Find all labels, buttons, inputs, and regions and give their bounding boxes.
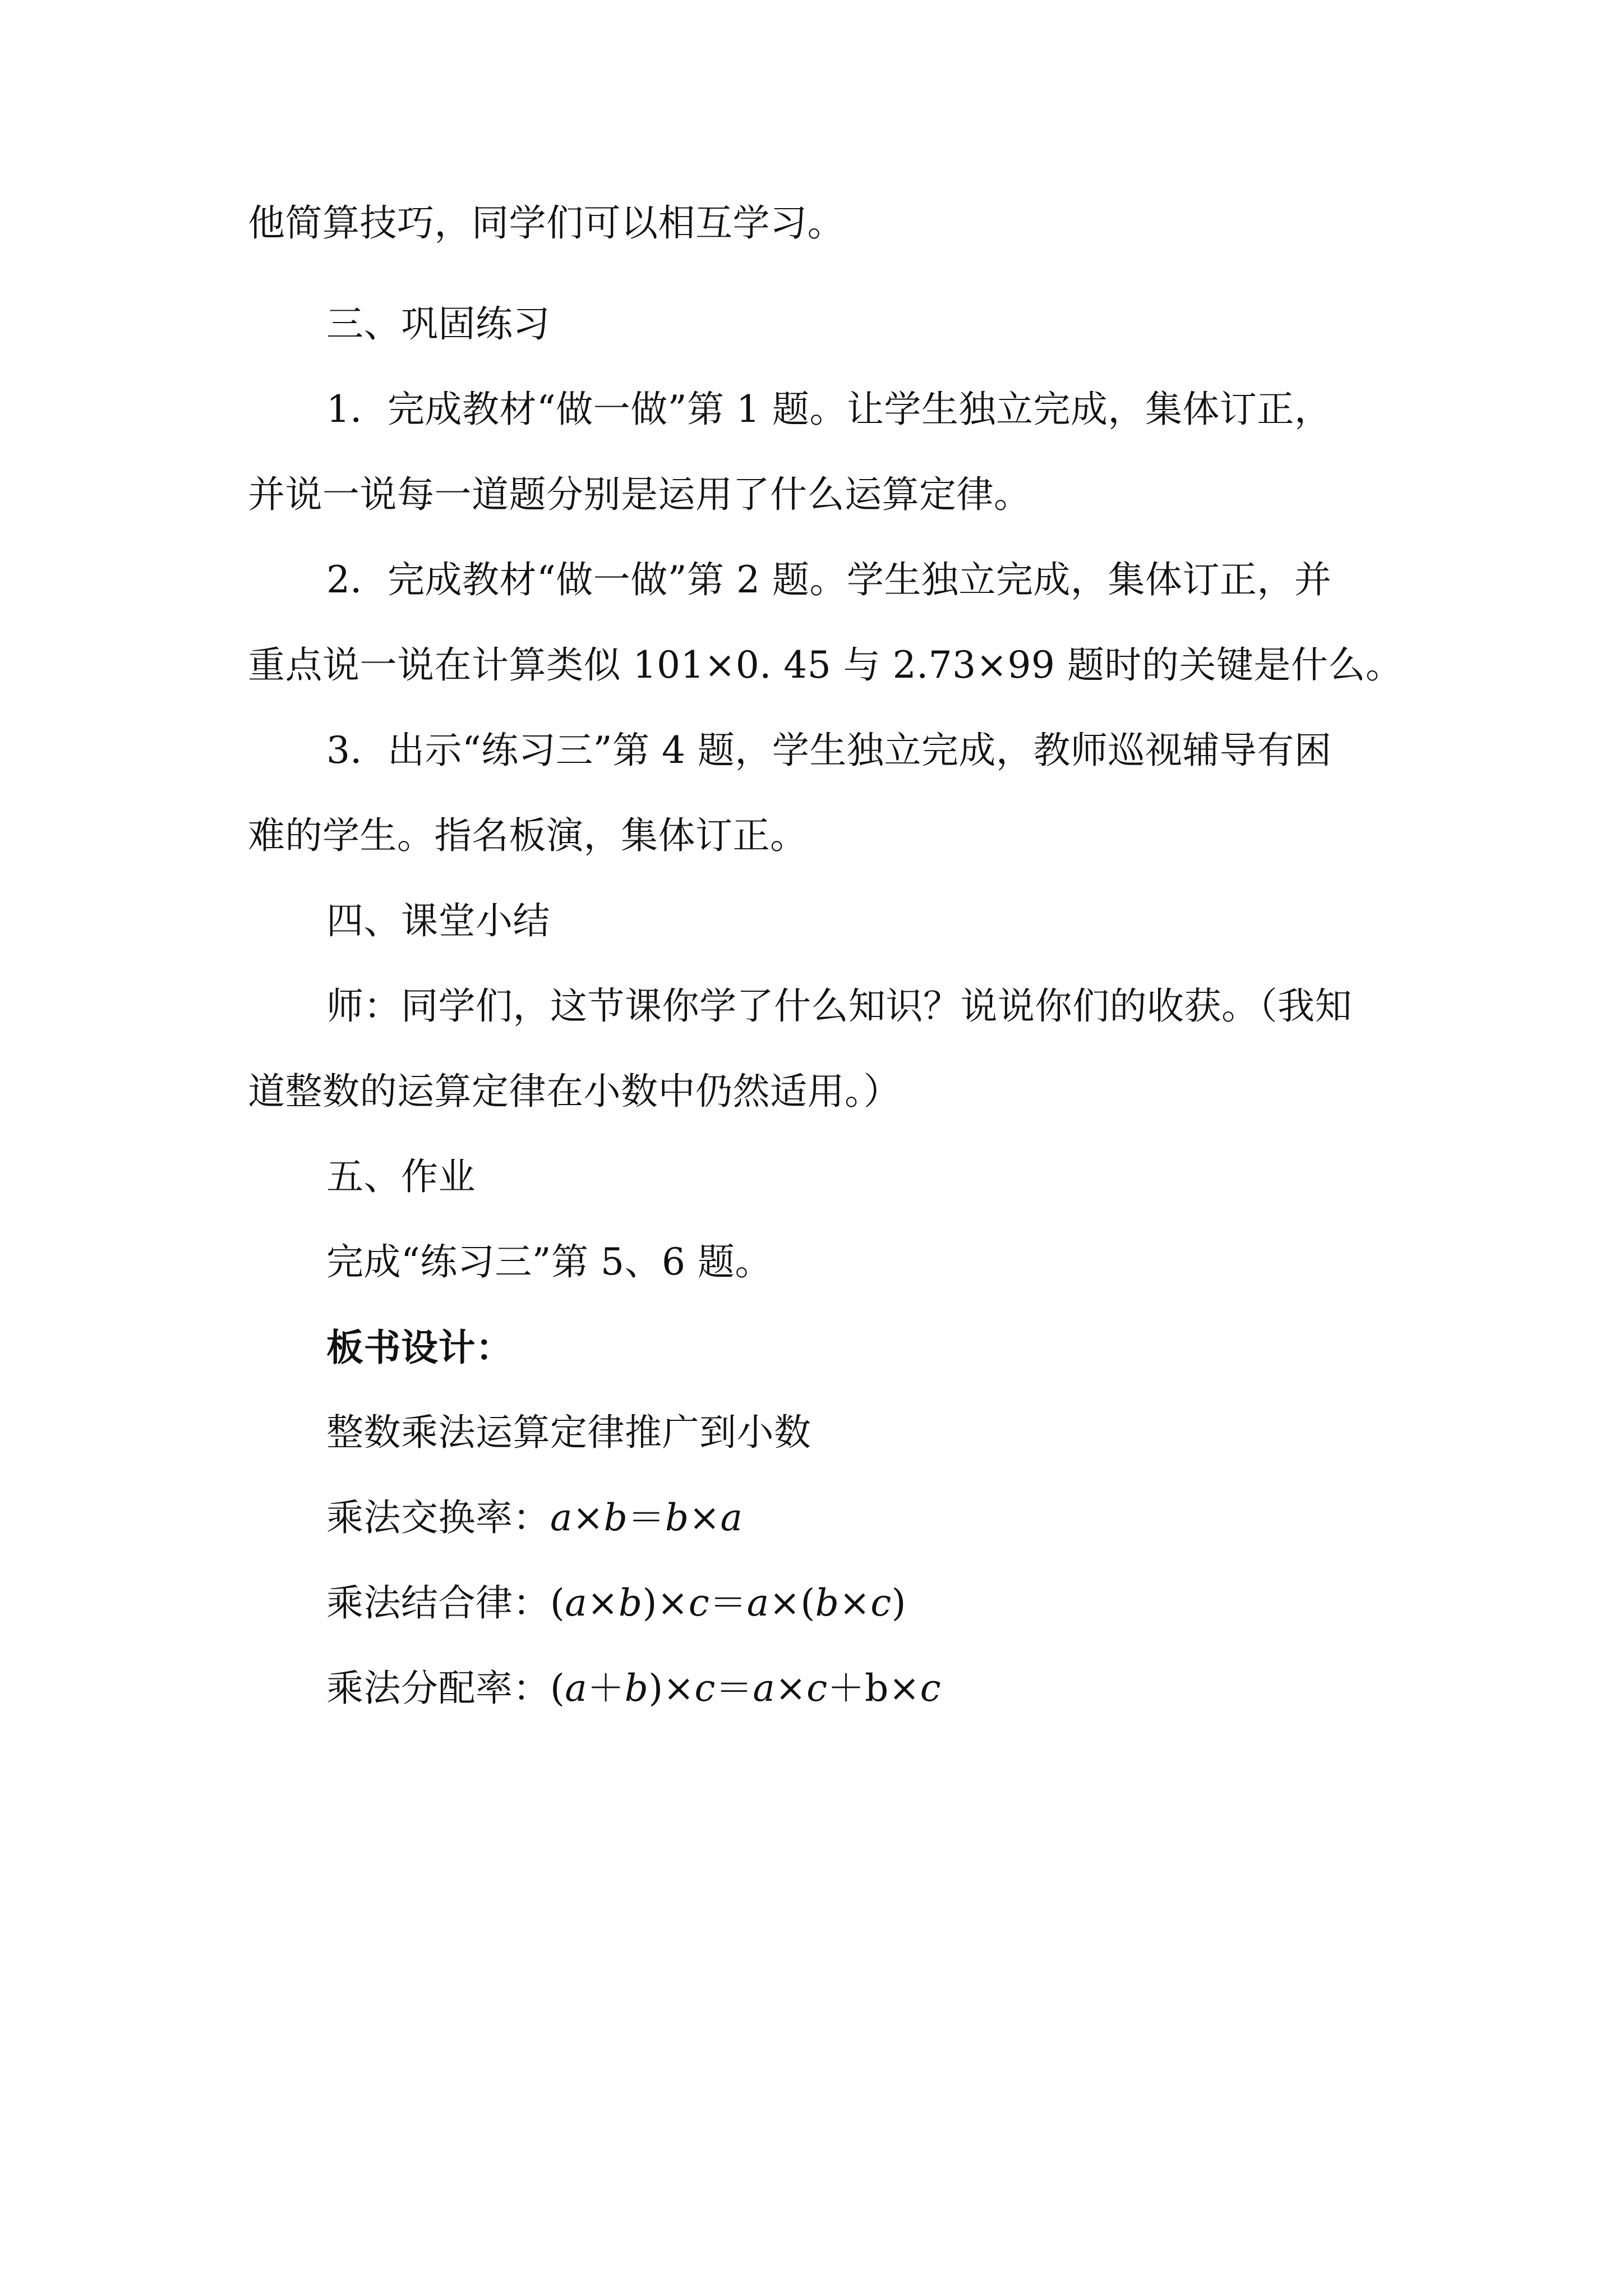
paragraph-continuation: 他简算技巧，同学们可以相互学习。 (248, 201, 845, 245)
law-label: 乘法交换率： (326, 1496, 550, 1539)
law-distributive (326, 1663, 1387, 1714)
homework-text: 完成“练习三”第 5、6 题。 (326, 1240, 772, 1283)
section-heading-homework: 五、作业 (326, 1155, 476, 1198)
law-commutative (326, 1492, 1387, 1544)
practice-item-1-line-1: 1．完成教材“做一做”第 1 题。让学生独立完成，集体订正， (326, 388, 1332, 431)
practice-item-3-line-1: 3．出示“练习三”第 4 题，学生独立完成，教师巡视辅导有困 (326, 729, 1332, 772)
practice-item-2-line-2: 重点说一说在计算类似 101×0. 45 与 2.73×99 题时的关键是什么。 (248, 643, 1403, 687)
law-formula: (a＋b)×c＝a×c＋b×c (550, 1667, 942, 1710)
law-label: 乘法结合律： (326, 1581, 550, 1625)
practice-item-2-line-1: 2．完成教材“做一做”第 2 题。学生独立完成，集体订正，并 (326, 558, 1332, 601)
section-heading-summary: 四、课堂小结 (326, 899, 550, 942)
section-heading-practice: 三、巩固练习 (326, 302, 550, 346)
law-label: 乘法分配率： (326, 1667, 550, 1710)
summary-line-1: 师：同学们，这节课你学了什么知识？说说你们的收获。（我知 (326, 984, 1352, 1028)
law-formula: a×b＝b×a (550, 1496, 743, 1539)
board-design-title: 整数乘法运算定律推广到小数 (326, 1411, 811, 1454)
practice-item-3-line-2: 难的学生。指名板演，集体订正。 (248, 814, 808, 857)
law-associative (326, 1577, 1387, 1629)
practice-item-1-line-2: 并说一说每一道题分别是运用了什么运算定律。 (248, 473, 1031, 516)
law-formula: (a×b)×c＝a×(b×c) (550, 1581, 906, 1625)
summary-line-2: 道整数的运算定律在小数中仍然适用。） (248, 1070, 901, 1113)
board-design-heading: 板书设计： (326, 1326, 513, 1369)
